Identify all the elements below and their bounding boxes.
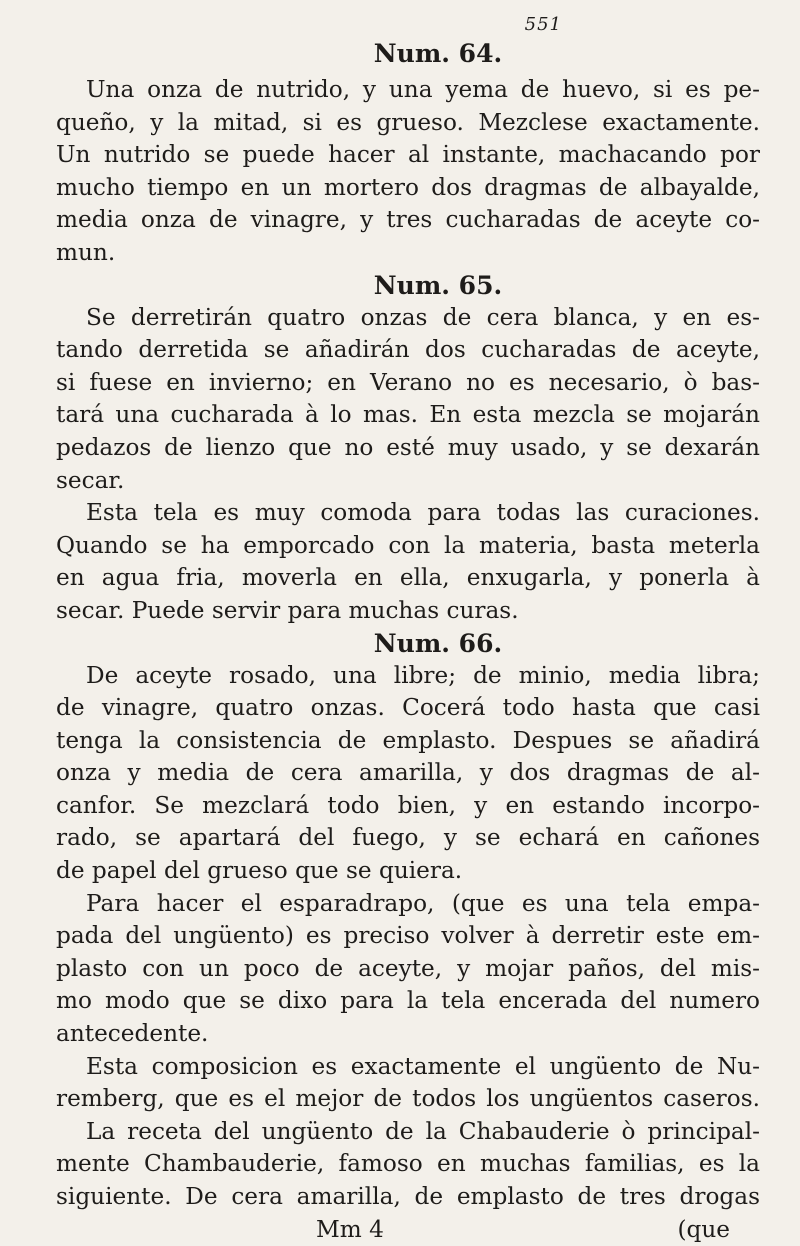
text-line: Una onza de nutrido, y una yema de huevo, si es pe- — [86, 76, 760, 103]
text-line: La receta del ungüento de la Chabauderie ò principal- — [86, 1117, 760, 1145]
text-line: media onza de vinagre, y tres cucharadas de aceyte co- — [56, 206, 760, 234]
text-line: antecedente. — [56, 1020, 209, 1048]
text-line: onza y media de cera amarilla, y dos dragmas de al- — [56, 759, 760, 787]
text-line: mente Chambauderie, famoso en muchas familias, es la — [56, 1150, 760, 1178]
text-line: rado, se apartará del fuego, y se echará en cañones — [56, 824, 760, 852]
section-heading-65: Num. 65. — [373, 270, 503, 300]
text-line: tará una cucharada à lo mas. En esta mezcla se mojarán — [56, 401, 760, 429]
text-line: queño, y la mitad, si es grueso. Mezclese exactamente. — [56, 108, 760, 136]
page-number: 551 — [524, 14, 562, 35]
text-line: Esta tela es muy comoda para todas las curaciones. — [86, 499, 760, 527]
section-65-text — [56, 302, 760, 628]
text-line: en agua fria, moverla en ella, enxugarla, y ponerla à — [56, 564, 760, 592]
text-line: Un nutrido se puede hacer al instante, machacando por — [56, 141, 760, 169]
page-footer — [56, 1214, 760, 1246]
section-66-text — [56, 660, 760, 1214]
text-line: siguiente. De cera amarilla, de emplasto de tres drogas — [56, 1183, 760, 1210]
text-line: Quando se ha emporcado con la materia, basta meterla — [56, 531, 760, 559]
catchword: (que — [677, 1215, 730, 1243]
text-line: de papel del grueso que se quiera. — [56, 857, 463, 885]
section-64-text — [56, 74, 760, 270]
section-heading-66: Num. 66. — [373, 628, 503, 658]
text-line: mun. — [56, 238, 116, 266]
text-line: canfor. Se mezclará todo bien, y en estando incorpo- — [56, 791, 760, 819]
section-heading-64: Num. 64. — [373, 39, 503, 68]
text-line: remberg, que es el mejor de todos los ungüentos caseros. — [56, 1085, 760, 1113]
text-line: secar. — [56, 466, 125, 494]
text-line: pada del ungüento) es preciso volver à derretir este em- — [56, 922, 760, 950]
text-line: plasto con un poco de aceyte, y mojar paños, del mis- — [56, 954, 760, 982]
text-line: Para hacer el esparadrapo, (que es una tela empa- — [86, 889, 760, 917]
text-line: pedazos de lienzo que no esté muy usado, y se dexarán — [56, 433, 760, 461]
text-line: secar. Puede servir para muchas curas. — [56, 596, 519, 624]
text-line: Esta composicion es exactamente el ungüento de Nu- — [86, 1052, 760, 1080]
text-line: mucho tiempo en un mortero dos dragmas de albayalde, — [56, 173, 760, 201]
signature-mark: Mm 4 — [316, 1215, 384, 1243]
text-line: Se derretirán quatro onzas de cera blanca, y en es- — [86, 303, 760, 331]
text-line: De aceyte rosado, una libre; de minio, media libra; — [86, 661, 760, 689]
text-line: mo modo que se dixo para la tela encerada del numero — [56, 987, 760, 1015]
text-line: tenga la consistencia de emplasto. Despues se añadirá — [56, 726, 760, 754]
text-line: tando derretida se añadirán dos cucharadas de aceyte, — [56, 336, 760, 364]
text-line: si fuese en invierno; en Verano no es necesario, ò bas- — [56, 368, 760, 396]
text-line: de vinagre, quatro onzas. Cocerá todo hasta que casi — [56, 694, 760, 722]
